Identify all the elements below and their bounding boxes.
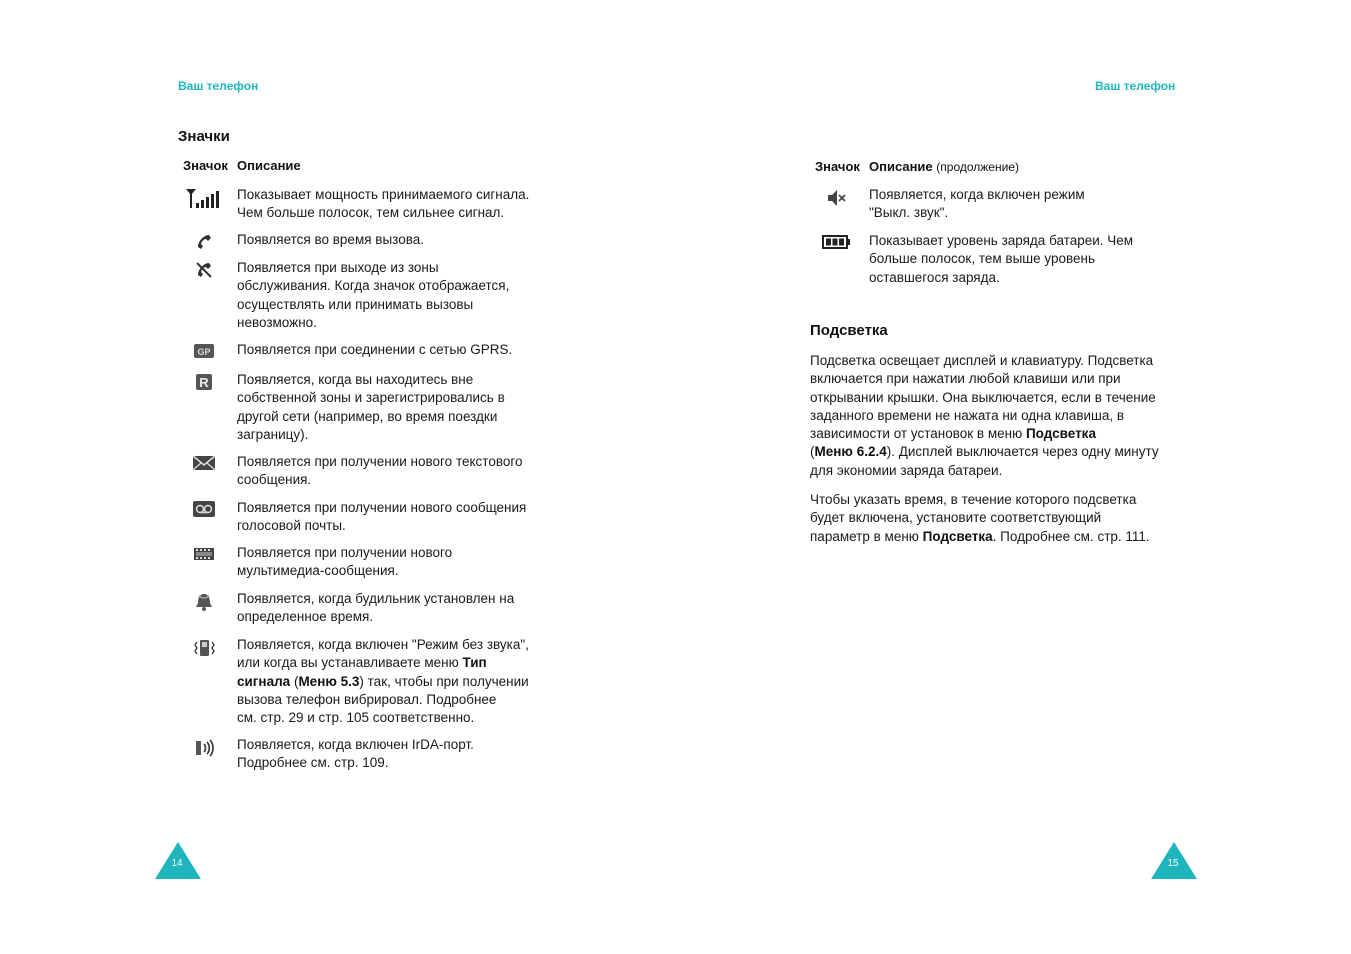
roaming-icon [183, 371, 225, 444]
menu-term: Подсветка [922, 528, 993, 544]
description-line: Появляется при получении нового сообщения [237, 500, 527, 515]
description-line: обслуживания. Когда значок отображается, [237, 278, 510, 294]
menu-number: Меню 5.3 [298, 673, 360, 689]
page-header-left: Ваш телефон [178, 79, 259, 93]
icon-row [183, 736, 474, 773]
description-line: Появляется, когда будильник установлен на [237, 591, 515, 606]
page-number: 14 [171, 858, 183, 869]
signal-strength-icon [183, 186, 225, 223]
sms-icon [183, 453, 225, 490]
description-line: Подробнее см. стр. 109. [237, 755, 389, 771]
column-header-icon: Значок [183, 158, 228, 173]
description-line: Появляется во время вызова. [237, 232, 424, 247]
icon-row [815, 186, 1085, 223]
description-line: Показывает уровень заряда батареи. Чем [869, 233, 1134, 248]
paragraph-backlight-2: Чтобы указать время, в течение которого подсветка будет включена, установите соответствующий параметр в меню Подсветка. Подробнее см. стр. 111. [810, 492, 1150, 544]
vibration-icon [183, 636, 225, 727]
icon-row [183, 341, 512, 360]
icon-row [183, 453, 523, 490]
icon-row [183, 186, 529, 223]
call-icon [183, 231, 225, 252]
icon-row [183, 371, 505, 444]
paragraph-backlight-1: Подсветка освещает дисплей и клавиатуру. Подсветка включается при нажатии любой клавиши или при открывании крышки. Она выключается, если в течение заданного времени не нажата ни одна клавиша, в зависимости от установок в меню Подсветка (Меню 6.2.4). Дисплей выключается через одну минуту для экономии заряда батареи. [810, 353, 1159, 478]
description-line: Показывает мощность принимаемого сигнала. [237, 187, 530, 202]
description-line: голосовой почты. [237, 518, 346, 534]
description-line: Появляется, когда включен режим [869, 187, 1085, 202]
irda-icon [183, 736, 225, 773]
description-line: сигнала (Меню 5.3) так, чтобы при получении [237, 673, 529, 689]
icon-row [183, 590, 514, 627]
mute-icon [815, 186, 857, 223]
alarm-icon [183, 590, 225, 627]
description-line: "Выкл. звук". [869, 205, 949, 221]
description-line: сообщения. [237, 472, 312, 488]
description-line: мультимедиа-сообщения. [237, 563, 399, 579]
description-line: см. стр. 29 и стр. 105 соответственно. [237, 710, 475, 726]
menu-number: Меню 6.2.4 [814, 444, 887, 460]
column-header-description: Описание [237, 158, 301, 173]
battery-icon [815, 232, 857, 287]
gprs-icon [183, 341, 225, 360]
description-line: Появляется при выходе из зоны [237, 260, 439, 275]
description-line: оставшегося заряда. [869, 269, 1000, 285]
page-header-right: Ваш телефон [1095, 79, 1176, 93]
description-line: больше полосок, тем выше уровень [869, 251, 1095, 267]
description-line: заграницу). [237, 426, 309, 442]
mms-icon [183, 544, 225, 581]
menu-term: сигнала [237, 673, 291, 689]
svg-text:R: R [199, 375, 209, 390]
menu-term: Подсветка [1025, 426, 1096, 442]
description-line: вызова телефон вибрировал. Подробнее [237, 691, 497, 707]
description-line: Появляется, когда включен IrDA-порт. [237, 737, 474, 752]
column-header-continued: (продолжение) [936, 160, 1019, 174]
icon-row [183, 544, 452, 581]
description-line: Появляется, когда включен "Режим без звука", [237, 637, 529, 652]
description-line: Чем больше полосок, тем сильнее сигнал. [237, 205, 505, 221]
description-line: Появляется при соединении с сетью GPRS. [237, 342, 513, 357]
menu-term: Тип [462, 655, 487, 671]
description-line: или когда вы устанавливаете меню Тип [237, 655, 487, 671]
description-line: Появляется при получении нового текстового [237, 454, 523, 469]
icon-row [183, 259, 509, 332]
svg-text:GP: GP [197, 347, 211, 357]
description-line: осуществлять или принимать вызовы [237, 296, 474, 312]
description-line: Появляется при получении нового [237, 545, 453, 560]
icon-row [183, 231, 424, 252]
section-title-icons: Значки [178, 128, 230, 145]
description-line: невозможно. [237, 314, 317, 330]
section-title-backlight: Подсветка [810, 322, 888, 339]
icon-row [815, 232, 1133, 287]
description-line: определенное время. [237, 609, 374, 625]
column-header-description: Описание (продолжение) [869, 159, 1019, 174]
icon-row [183, 636, 529, 727]
voicemail-icon [183, 499, 225, 536]
page-number: 15 [1167, 858, 1179, 869]
description-line: другой сети (например, во время поездки [237, 408, 498, 424]
description-line: собственной зоны и зарегистрировались в [237, 390, 505, 406]
description-line: Появляется, когда вы находитесь вне [237, 372, 474, 387]
column-header-icon: Значок [815, 159, 860, 174]
no-service-icon [183, 259, 225, 332]
icon-row [183, 499, 526, 536]
